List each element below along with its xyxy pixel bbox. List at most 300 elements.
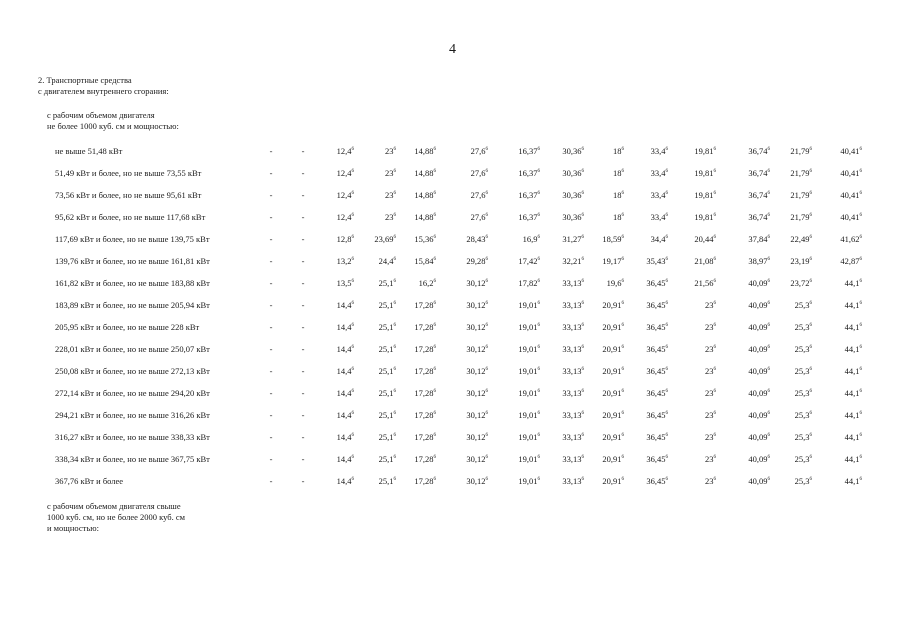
table-cell (822, 344, 862, 354)
table-row (0, 360, 905, 382)
cell-footnote-marker: 6 (859, 213, 862, 218)
table-cell (400, 278, 436, 288)
table-cell (680, 322, 716, 332)
table-cell (546, 410, 584, 420)
cell-footnote-marker: 6 (621, 257, 624, 262)
table-cell (296, 454, 310, 464)
table-cell (360, 256, 396, 266)
table-cell (774, 256, 812, 266)
cell-value: 33,13 (562, 278, 582, 288)
table-cell (452, 410, 488, 420)
table-row (0, 162, 905, 184)
cell-value: - (301, 344, 305, 354)
cell-value: 20,91 (602, 388, 622, 398)
cell-footnote-marker: 6 (351, 389, 354, 394)
cell-value: 23,72 (790, 278, 810, 288)
cell-value: 36,45 (646, 454, 666, 464)
cell-value: 13,5 (336, 278, 352, 288)
cell-footnote-marker: 6 (621, 433, 624, 438)
cell-value: 40,41 (840, 168, 860, 178)
cell-footnote-marker: 6 (537, 235, 540, 240)
table-cell (632, 410, 668, 420)
cell-value: 24,4 (378, 256, 394, 266)
cell-footnote-marker: 6 (859, 477, 862, 482)
table-cell (264, 146, 278, 156)
cell-value: 19,01 (518, 476, 538, 486)
cell-footnote-marker: 6 (665, 191, 668, 196)
cell-footnote-marker: 6 (485, 147, 488, 152)
cell-value: 20,91 (602, 344, 622, 354)
cell-value: 33,4 (650, 190, 666, 200)
cell-value: 25,3 (794, 476, 810, 486)
cell-value: 28,43 (466, 234, 486, 244)
table-cell (680, 344, 716, 354)
cell-value: 19,17 (602, 256, 622, 266)
table-cell (546, 344, 584, 354)
table-cell (546, 432, 584, 442)
table-row (0, 272, 905, 294)
page-number: 4 (449, 42, 456, 57)
table-cell (588, 344, 624, 354)
cell-footnote-marker: 6 (433, 169, 436, 174)
cell-footnote-marker: 6 (537, 323, 540, 328)
cell-value: - (301, 146, 305, 156)
cell-footnote-marker: 6 (537, 169, 540, 174)
cell-value: 27,6 (470, 146, 486, 156)
cell-value: 36,45 (646, 300, 666, 310)
table-cell (500, 366, 540, 376)
cell-footnote-marker: 6 (581, 411, 584, 416)
table-cell (452, 256, 488, 266)
row-label: 228,01 кВт и более, но не выше 250,07 кВт (55, 344, 210, 354)
cell-value: 21,56 (694, 278, 714, 288)
cell-footnote-marker: 6 (351, 411, 354, 416)
cell-value: 23 (705, 454, 714, 464)
cell-value: 14,4 (336, 300, 352, 310)
cell-value: 20,91 (602, 476, 622, 486)
table-cell (500, 190, 540, 200)
cell-value: 12,4 (336, 212, 352, 222)
cell-footnote-marker: 6 (537, 367, 540, 372)
cell-value: 25,1 (378, 366, 394, 376)
table-cell (546, 212, 584, 222)
cell-footnote-marker: 6 (433, 433, 436, 438)
section-title-continued: с двигателем внутреннего сгорания: (38, 86, 169, 96)
table-cell (632, 168, 668, 178)
row-label: не выше 51,48 кВт (55, 146, 123, 156)
cell-value: 19,6 (606, 278, 622, 288)
table-cell (360, 168, 396, 178)
table-cell (730, 366, 770, 376)
table-cell (632, 454, 668, 464)
cell-footnote-marker: 6 (621, 147, 624, 152)
cell-footnote-marker: 6 (713, 389, 716, 394)
cell-footnote-marker: 6 (859, 455, 862, 460)
cell-value: 36,74 (748, 190, 768, 200)
cell-footnote-marker: 6 (809, 411, 812, 416)
table-cell (500, 410, 540, 420)
table-cell (822, 256, 862, 266)
cell-footnote-marker: 6 (859, 433, 862, 438)
cell-footnote-marker: 6 (859, 235, 862, 240)
cell-value: 13,2 (336, 256, 352, 266)
cell-value: 25,3 (794, 344, 810, 354)
cell-footnote-marker: 6 (393, 279, 396, 284)
table-cell (400, 344, 436, 354)
table-cell (296, 322, 310, 332)
table-cell (318, 388, 354, 398)
table-cell (730, 454, 770, 464)
cell-value: 17,28 (414, 300, 434, 310)
table-cell (588, 190, 624, 200)
table-cell (822, 388, 862, 398)
cell-value: 36,45 (646, 410, 666, 420)
cell-footnote-marker: 6 (581, 147, 584, 152)
cell-value: - (301, 190, 305, 200)
cell-footnote-marker: 6 (485, 477, 488, 482)
cell-footnote-marker: 6 (393, 389, 396, 394)
table-cell (680, 410, 716, 420)
cell-value: 33,13 (562, 410, 582, 420)
cell-value: - (301, 476, 305, 486)
cell-footnote-marker: 6 (393, 191, 396, 196)
cell-value: 20,91 (602, 322, 622, 332)
cell-footnote-marker: 6 (809, 169, 812, 174)
cell-footnote-marker: 6 (809, 389, 812, 394)
table-row (0, 250, 905, 272)
table-cell (680, 146, 716, 156)
cell-value: 20,91 (602, 454, 622, 464)
table-cell (452, 388, 488, 398)
cell-footnote-marker: 6 (537, 147, 540, 152)
cell-footnote-marker: 6 (621, 411, 624, 416)
table-row (0, 228, 905, 250)
table-cell (400, 300, 436, 310)
table-cell (452, 168, 488, 178)
table-cell (774, 454, 812, 464)
cell-value: 20,91 (602, 432, 622, 442)
cell-footnote-marker: 6 (537, 279, 540, 284)
cell-footnote-marker: 6 (537, 477, 540, 482)
cell-footnote-marker: 6 (859, 345, 862, 350)
table-row (0, 140, 905, 162)
table-cell (264, 234, 278, 244)
table-cell (264, 432, 278, 442)
cell-footnote-marker: 6 (859, 301, 862, 306)
table-cell (680, 234, 716, 244)
cell-footnote-marker: 6 (485, 455, 488, 460)
table-cell (632, 366, 668, 376)
cell-value: 23 (705, 366, 714, 376)
cell-value: 33,13 (562, 476, 582, 486)
cell-footnote-marker: 6 (621, 323, 624, 328)
table-cell (730, 432, 770, 442)
cell-value: 17,28 (414, 454, 434, 464)
cell-value: 15,36 (414, 234, 434, 244)
table-cell (360, 278, 396, 288)
table-cell (452, 146, 488, 156)
table-cell (774, 278, 812, 288)
table-row (0, 382, 905, 404)
table-cell (500, 168, 540, 178)
cell-footnote-marker: 6 (393, 169, 396, 174)
table-cell (588, 212, 624, 222)
table-row (0, 448, 905, 470)
cell-footnote-marker: 6 (537, 389, 540, 394)
cell-value: 20,91 (602, 410, 622, 420)
cell-footnote-marker: 6 (351, 169, 354, 174)
cell-footnote-marker: 6 (665, 345, 668, 350)
cell-value: 36,74 (748, 212, 768, 222)
cell-value: 18 (613, 146, 622, 156)
cell-value: 23 (385, 190, 394, 200)
table-cell (318, 432, 354, 442)
table-cell (588, 454, 624, 464)
table-cell (774, 432, 812, 442)
table-cell (452, 366, 488, 376)
cell-footnote-marker: 6 (537, 257, 540, 262)
cell-footnote-marker: 6 (859, 169, 862, 174)
subsection-heading-2-continued: 1000 куб. см, но не более 2000 куб. см (47, 512, 185, 522)
cell-value: 17,28 (414, 410, 434, 420)
cell-footnote-marker: 6 (393, 147, 396, 152)
cell-value: 33,13 (562, 388, 582, 398)
cell-value: - (269, 432, 273, 442)
cell-footnote-marker: 6 (351, 213, 354, 218)
cell-footnote-marker: 6 (713, 345, 716, 350)
table-cell (588, 432, 624, 442)
cell-value: 12,4 (336, 146, 352, 156)
table-cell (264, 344, 278, 354)
cell-footnote-marker: 6 (351, 147, 354, 152)
table-cell (452, 476, 488, 486)
table-cell (680, 300, 716, 310)
cell-value: 29,28 (466, 256, 486, 266)
cell-footnote-marker: 6 (537, 191, 540, 196)
cell-footnote-marker: 6 (433, 455, 436, 460)
table-cell (588, 256, 624, 266)
cell-footnote-marker: 6 (351, 235, 354, 240)
table-cell (500, 256, 540, 266)
cell-value: 40,09 (748, 410, 768, 420)
cell-value: - (269, 454, 273, 464)
table-cell (500, 454, 540, 464)
cell-value: 16,37 (518, 146, 538, 156)
table-cell (360, 146, 396, 156)
cell-value: - (301, 278, 305, 288)
cell-footnote-marker: 6 (809, 433, 812, 438)
cell-footnote-marker: 6 (351, 345, 354, 350)
cell-footnote-marker: 6 (859, 411, 862, 416)
cell-footnote-marker: 6 (351, 367, 354, 372)
cell-value: 36,45 (646, 278, 666, 288)
cell-footnote-marker: 6 (859, 191, 862, 196)
cell-value: 40,09 (748, 300, 768, 310)
cell-value: - (301, 212, 305, 222)
cell-value: 32,21 (562, 256, 582, 266)
cell-footnote-marker: 6 (665, 301, 668, 306)
cell-footnote-marker: 6 (767, 367, 770, 372)
table-row (0, 184, 905, 206)
row-label: 272,14 кВт и более, но не выше 294,20 кВт (55, 388, 210, 398)
cell-footnote-marker: 6 (393, 433, 396, 438)
table-cell (774, 212, 812, 222)
cell-footnote-marker: 6 (537, 345, 540, 350)
table-row (0, 316, 905, 338)
table-cell (730, 476, 770, 486)
table-cell (680, 190, 716, 200)
cell-value: 15,84 (414, 256, 434, 266)
cell-footnote-marker: 6 (713, 279, 716, 284)
cell-value: 18,59 (602, 234, 622, 244)
cell-value: 30,36 (562, 168, 582, 178)
cell-value: 40,09 (748, 432, 768, 442)
table-cell (452, 322, 488, 332)
cell-value: - (269, 168, 273, 178)
cell-value: 25,1 (378, 344, 394, 354)
cell-footnote-marker: 6 (713, 169, 716, 174)
cell-footnote-marker: 6 (433, 323, 436, 328)
cell-footnote-marker: 6 (393, 477, 396, 482)
cell-footnote-marker: 6 (713, 213, 716, 218)
table-cell (822, 454, 862, 464)
cell-footnote-marker: 6 (433, 411, 436, 416)
cell-footnote-marker: 6 (767, 257, 770, 262)
cell-footnote-marker: 6 (767, 455, 770, 460)
table-cell (680, 454, 716, 464)
cell-value: 14,88 (414, 212, 434, 222)
cell-value: 33,4 (650, 212, 666, 222)
table-cell (400, 256, 436, 266)
cell-footnote-marker: 6 (621, 279, 624, 284)
cell-value: 19,81 (694, 168, 714, 178)
table-cell (730, 410, 770, 420)
cell-footnote-marker: 6 (433, 279, 436, 284)
cell-footnote-marker: 6 (665, 147, 668, 152)
cell-value: 44,1 (844, 476, 860, 486)
table-cell (680, 388, 716, 398)
table-cell (822, 278, 862, 288)
table-cell (264, 410, 278, 420)
cell-footnote-marker: 6 (767, 323, 770, 328)
table-cell (546, 476, 584, 486)
table-cell (546, 454, 584, 464)
cell-value: 19,81 (694, 146, 714, 156)
table-cell (632, 234, 668, 244)
cell-footnote-marker: 6 (809, 301, 812, 306)
cell-value: - (301, 410, 305, 420)
table-cell (360, 388, 396, 398)
table-cell (588, 300, 624, 310)
cell-value: 25,1 (378, 322, 394, 332)
cell-footnote-marker: 6 (665, 389, 668, 394)
cell-value: 30,12 (466, 322, 486, 332)
cell-value: 19,01 (518, 322, 538, 332)
cell-value: 36,45 (646, 366, 666, 376)
cell-value: 33,13 (562, 344, 582, 354)
table-cell (500, 234, 540, 244)
cell-footnote-marker: 6 (485, 389, 488, 394)
table-cell (296, 476, 310, 486)
table-cell (318, 212, 354, 222)
table-cell (774, 344, 812, 354)
cell-value: - (269, 278, 273, 288)
table-cell (546, 300, 584, 310)
cell-value: 14,4 (336, 410, 352, 420)
cell-footnote-marker: 6 (581, 169, 584, 174)
table-cell (400, 190, 436, 200)
table-cell (730, 168, 770, 178)
table-cell (264, 366, 278, 376)
cell-footnote-marker: 6 (665, 257, 668, 262)
table-cell (774, 168, 812, 178)
cell-value: 31,27 (562, 234, 582, 244)
table-cell (680, 278, 716, 288)
cell-value: 12,4 (336, 168, 352, 178)
cell-footnote-marker: 6 (351, 433, 354, 438)
cell-value: - (301, 366, 305, 376)
cell-value: 16,37 (518, 190, 538, 200)
cell-value: 20,91 (602, 300, 622, 310)
cell-value: 14,88 (414, 168, 434, 178)
table-cell (588, 476, 624, 486)
cell-footnote-marker: 6 (809, 323, 812, 328)
cell-footnote-marker: 6 (581, 367, 584, 372)
table-cell (400, 410, 436, 420)
cell-value: 23,19 (790, 256, 810, 266)
cell-value: 37,84 (748, 234, 768, 244)
table-cell (360, 322, 396, 332)
cell-footnote-marker: 6 (767, 345, 770, 350)
cell-footnote-marker: 6 (393, 323, 396, 328)
cell-value: 23 (385, 212, 394, 222)
cell-value: 23 (705, 410, 714, 420)
cell-footnote-marker: 6 (485, 433, 488, 438)
cell-value: 17,28 (414, 322, 434, 332)
cell-value: 33,13 (562, 366, 582, 376)
cell-value: 16,37 (518, 212, 538, 222)
subsection-heading-2-continued-2: и мощностью: (47, 523, 99, 533)
table-cell (360, 300, 396, 310)
table-cell (632, 322, 668, 332)
row-label: 95,62 кВт и более, но не выше 117,68 кВт (55, 212, 206, 222)
cell-value: - (269, 212, 273, 222)
cell-footnote-marker: 6 (665, 169, 668, 174)
table-cell (318, 300, 354, 310)
cell-value: 14,88 (414, 146, 434, 156)
cell-value: 18 (613, 212, 622, 222)
table-row (0, 338, 905, 360)
cell-footnote-marker: 6 (767, 477, 770, 482)
cell-footnote-marker: 6 (581, 477, 584, 482)
cell-value: 36,74 (748, 146, 768, 156)
cell-value: 16,9 (522, 234, 538, 244)
cell-value: 17,28 (414, 388, 434, 398)
cell-value: 23 (705, 300, 714, 310)
cell-value: 40,41 (840, 146, 860, 156)
table-cell (774, 146, 812, 156)
cell-value: 19,01 (518, 388, 538, 398)
cell-footnote-marker: 6 (621, 367, 624, 372)
cell-footnote-marker: 6 (713, 433, 716, 438)
table-cell (822, 146, 862, 156)
table-cell (500, 388, 540, 398)
table-cell (680, 432, 716, 442)
table-cell (400, 322, 436, 332)
table-row (0, 206, 905, 228)
cell-value: 14,4 (336, 322, 352, 332)
subsection-heading-2: с рабочим объемом двигателя свыше (47, 501, 181, 511)
